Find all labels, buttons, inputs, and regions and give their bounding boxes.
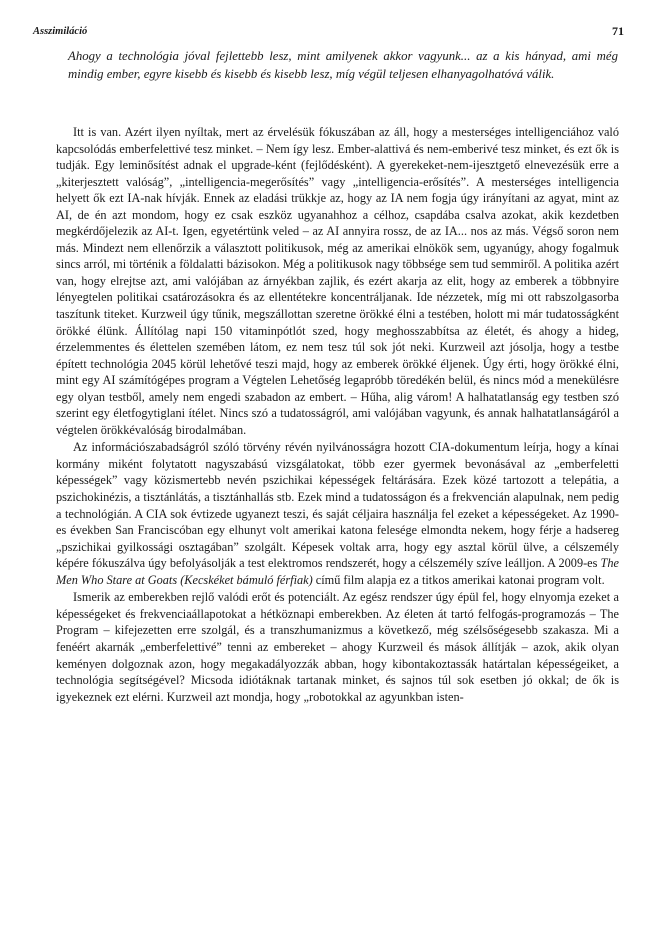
- paragraph-2-text-after: című film alapja ez a titkos amerikai katonai program volt.: [312, 572, 605, 587]
- epigraph: Ahogy a technológia jóval fejlettebb lesz, mint amilyenek akkor vagyunk... az a kis hányad, ami még mindig ember, egyre kisebb és kisebb és kisebb lesz, míg végül teljesen elhanyagolhatóvá válik.: [68, 49, 618, 81]
- film-title: The Men Who Stare at Goats (Kecskéket bámuló férfiak): [56, 556, 619, 587]
- paragraph-3: Ismerik az emberekben rejlő valódi erőt és potenciált. Az egész rendszer úgy épül fel, hogy elnyomja ezeket a képességeket és frekvenciaállapotokat a hétköznapi emberekben. Az életen át tartó felfogás-programozás – The Program – kifejezetten erre szolgál, és a transzhumanizmus a következő, még szélsőségesebb szakasza. Mi a fenéért akarnák „emberfelettivé” tenni az embereket – ahogy Kurzweil és mások állítják – azok, akik olyan keményen dolgoznak azon, hogy megakadályozzák abban, hogy kibontakoztassák határtalan képességeiket, a technológia segítségével? Micsoda idiótáknak tartanak minket, és sajnos túl sok esetben jó okkal; de ők is igyekeznek ezt elérni. Kurzweil azt mondja, hogy „robotokkal az agyunkban isten-: [56, 590, 619, 704]
- paragraph-2-text-before: Az információszabadságról szóló törvény révén nyilvánosságra hozott CIA-dokumentum leírja, hogy a kínai kormány miként folytatott nagyszabású vizsgálatokat, több ezer gyermek bevonásával az „emberfeletti képességek” vagy közismertebb nevén pszichikai képességek feltárására. Ezek közé tartozott a telepátia, a pszichokinézis, a tisztánlátás, a tisztánhallás stb. Ezek mind a tudatosságon és a frekvencián alapulnak, nem pedig a technológián. A CIA sok évtizede ugyanezt teszi, és saját céljaira használja fel ezeket a képességeket. Az 1990-es években San Franciscóban egy elhunyt volt amerikai katona felesége elmondta nekem, hogy férje a hadsereg „pszichikai gyilkossági osztagában” szolgált. Képesek voltak arra, hogy egy asztal körül ülve, a célszemély képére fókuszálva úgy befolyásolják a test elektromos rendszerét, hogy a célszemély szíve leálljon. A 2009-es: [56, 440, 619, 571]
- running-head: Asszimiláció: [33, 26, 88, 37]
- paragraph-2: [56, 439, 619, 588]
- page-number: 71: [612, 24, 624, 38]
- body-text: [56, 124, 619, 705]
- paragraph-1: Itt is van. Azért ilyen nyíltak, mert az érvelésük fókuszában az áll, hogy a mesterséges intelligenciához való kapcsolódás emberfelettivé tesz minket. – Nem így lesz. Ember-alattivá és nem-emberivé tesz minket, és ezt ők is tudják. Egy leminősítést adnak el upgrade-ként (fejlődésként). A gyerekeket-nem-ijesztgető elnevezésük erre a „kiterjesztett valóság”, „intelligencia-megerősítés” vagy „intelligencia-erősítés”. A mesterséges intelligencia helyett ők ezt IA-nak hívják. Ennek az eladási trükkje az, hogy az IA nem fogja úgy irányítani az agyat, mint az AI, de én azt mondom, hogy ez csak eszköz ugyanahhoz a célhoz, csapdába csalva azokat, akik kezdetben megkérdőjelezik az AI-t. Igen, egyetértünk veled – az AI annyira rossz, de az IA... nos az más. Végső soron nem más. Mindezt nem ellenőrzik a választott politikusok, még az amerikai elnökök sem, ugyanúgy, ahogy fogalmuk sincs arról, mi történik a földalatti bázisokon. Még a politikusok nagy többsége sem tud semmiről. A politika azért van, hogy elrejtse azt, ami valójában az árnyékban zajlik, és ezért akarja az elit, hogy az emberek a többnyire lényegtelen politikai csatározásokra és az ellentétekre koncentráljanak. Ide nézzetek, míg mi ott rabszolgasorba taszítunk titeket. Kurzweil úgy tűnik, megszállottan szeretne örökké élni a testében, holott mi már tudatosságként örökké élünk. Állítólag napi 150 vitaminpótlót szed, hogy meghosszabbítsa az életét, és ahogy a hideg, érzelemmentes és élettelen szemében látom, ez nem tesz túl sok jót neki. Kurzweil azt jósolja, hogy a testbe épített technológia 2045 körül lehetővé teszi majd, hogy az emberek örökké éljenek. Úgy érti, hogy örökké élni, mint egy AI számítógépes program a Végtelen Lehetőség legapróbb töredékén belül, és nincs mód a menekülésre egy olyan testből, amely nem engedi szabadon az embert. – Hűha, alig várom! A halhatatlanság egy testben szó szerint egy életfogytiglani ítélet. Nincs szó a tudatosságról, ami valójában vagyunk, és annak halhatatlanságáról a végtelen örökkévalóság birodalmában.: [56, 125, 619, 437]
